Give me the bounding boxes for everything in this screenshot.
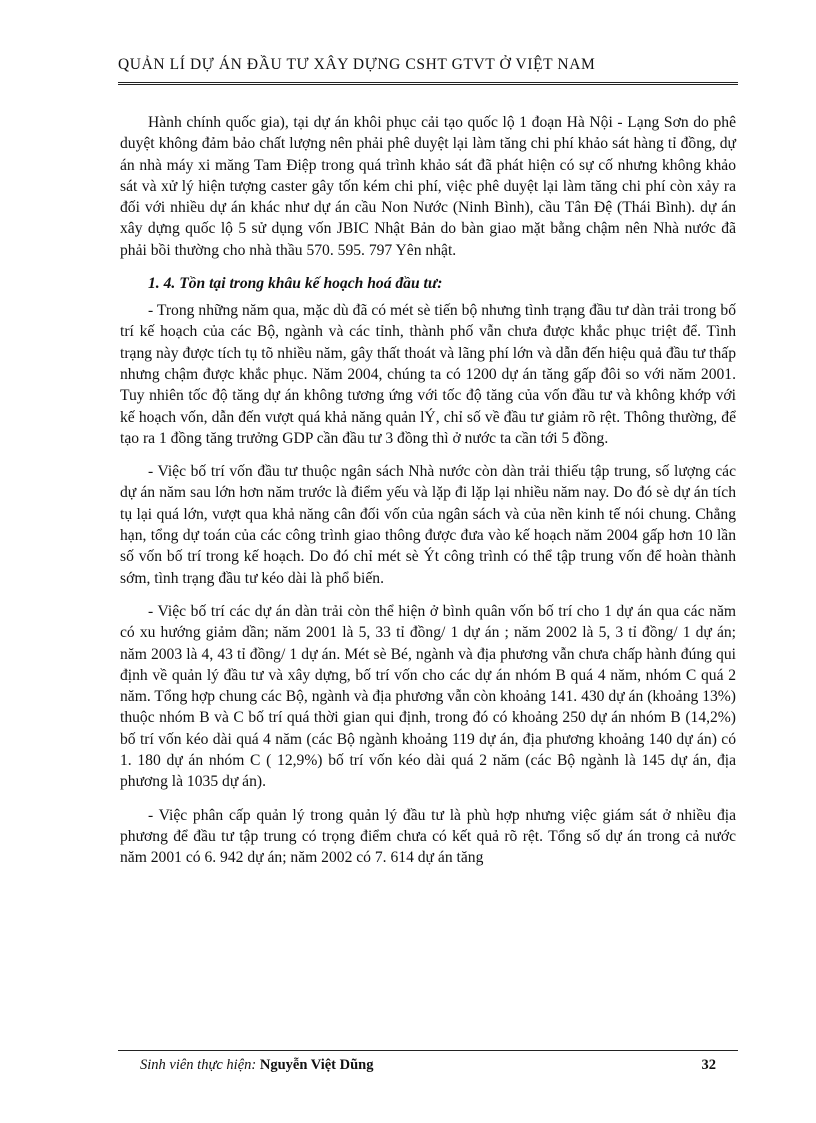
page-content <box>120 112 736 881</box>
header-title: QUẢN LÍ DỰ ÁN ĐẦU TƯ XÂY DỰNG CSHT GTVT Ở VIỆT NAM <box>118 56 596 73</box>
page-header <box>118 52 738 85</box>
paragraph-1: Hành chính quốc gia), tại dự án khôi phục cải tạo quốc lộ 1 đoạn Hà Nội - Lạng Sơn do phê duyệt không đảm bảo chất lượng nên phải phê duyệt lại làm tăng chi phí khảo sát hàng tỉ đồng, dự án nhà máy xi măng Tam Điệp trong quá trình khảo sát đã phát hiện có sự cố nhưng không khảo sát và xử lý hiện tượng caster gây tốn kém chi phí, việc phê duyệt lại làm tăng chi phí còn xảy ra đối với nhiều dự án khác như dự án cầu Non Nước (Ninh Bình), cầu Tân Đệ (Thái Bình). dự án xây dựng quốc lộ 5 sử dụng vốn JBIC Nhật Bản do bàn giao mặt bằng chậm nên Nhà nước đã phải bồi thường cho nhà thầu 570. 595. 797 Yên nhật. <box>120 114 736 259</box>
paragraph-4: - Việc bố trí các dự án dàn trải còn thể hiện ở bình quân vốn bố trí cho 1 dự án qua các năm có xu hướng giảm dần; năm 2001 là 5, 33 tỉ đồng/ 1 dự án ; năm 2002 là 5, 3 tỉ đồng/ 1 dự án; năm 2003 là 4, 43 tỉ đồng/ 1 dự án. Mét sè Bé, ngành và địa phương vẫn chưa chấp hành đúng qui định về quản lý đầu tư và xây dựng, bố trí vốn cho các dự án nhóm B quá 4 năm, nhóm C quá 2 năm. Tổng hợp chung các Bộ, ngành và địa phương vẫn còn khoảng 141. 430 dự án (khoảng 13%) thuộc nhóm B và C bố trí quá thời gian qui định, trong đó có khoảng 250 dự án nhóm B (14,2%) bố trí vốn kéo dài quá 4 năm (các Bộ ngành khoảng 119 dự án, địa phương khoảng 140 dự án) có 1. 180 dự án nhóm C ( 12,9%) bố trí vốn kéo dài quá 2 năm (các Bộ ngành là 145 dự án, địa phương là 1035 dự án). <box>120 602 736 791</box>
paragraph-3: - Việc bố trí vốn đầu tư thuộc ngân sách Nhà nước còn dàn trải thiếu tập trung, số lượng các dự án năm sau lớn hơn năm trước là điểm yếu và lặp đi lặp lại nhiều năm nay. Do đó sè dự án tích tụ lại quá lớn, vượt qua khả năng cân đối vốn của ngân sách và của nền kinh tế nói chung. Chẳng hạn, tổng dự toán của các công trình giao thông được đưa vào kế hoạch năm 2004 gấp hơn 10 lần số vốn bố trí trong kế hoạch. Do đó chỉ mét sè Ýt công trình có thể tập trung vốn để hoàn thành sớm, tình trạng đầu tư kéo dài là phổ biến. <box>120 463 736 587</box>
page-footer <box>118 1050 738 1079</box>
footer-author-label: Sinh viên thực hiện <box>140 1057 252 1073</box>
footer-author-name: Nguyễn Việt Dũng <box>259 1057 374 1073</box>
page-number: 32 <box>701 1057 716 1073</box>
footer-separator: : <box>251 1057 260 1073</box>
footer-author <box>140 1057 373 1074</box>
paragraph-5: - Việc phân cấp quản lý trong quản lý đầu tư là phù hợp nhưng việc giám sát ở nhiều địa phương để đầu tư tập trung có trọng điểm chưa có kết quả rõ rệt. Tổng số dự án trong cả nước năm 2001 có 6. 942 dự án; năm 2002 có 7. 614 dự án tăng <box>120 806 736 867</box>
paragraph-2: - Trong những năm qua, mặc dù đã có mét sè tiến bộ nhưng tình trạng đầu tư dàn trải trong bố trí kế hoạch của các Bộ, ngành và các tỉnh, thành phố vẫn chưa được khắc phục triệt để. Tình trạng này được tích tụ tõ nhiều năm, gây thất thoát và lãng phí lớn và dẫn đến hiệu quả đầu tư thấp nhưng chậm được khắc phục. Năm 2004, chúng ta có 1200 dự án tăng gấp đôi so với năm 2001. Tuy nhiên tốc độ tăng dự án không tương ứng với tốc độ tăng của vốn đầu tư và không khớp với kế hoạch vốn, dẫn đến vượt quá khả năng quản lÝ, chỉ số về đầu tư giảm rõ rệt. Thông thường, để tạo ra 1 đồng tăng trưởng GDP cần đầu tư 3 đồng thì ở nước ta cần tới 5 đồng. <box>120 302 736 447</box>
section-heading: 1. 4. Tồn tại trong khâu kế hoạch hoá đầu tư: <box>148 275 443 293</box>
